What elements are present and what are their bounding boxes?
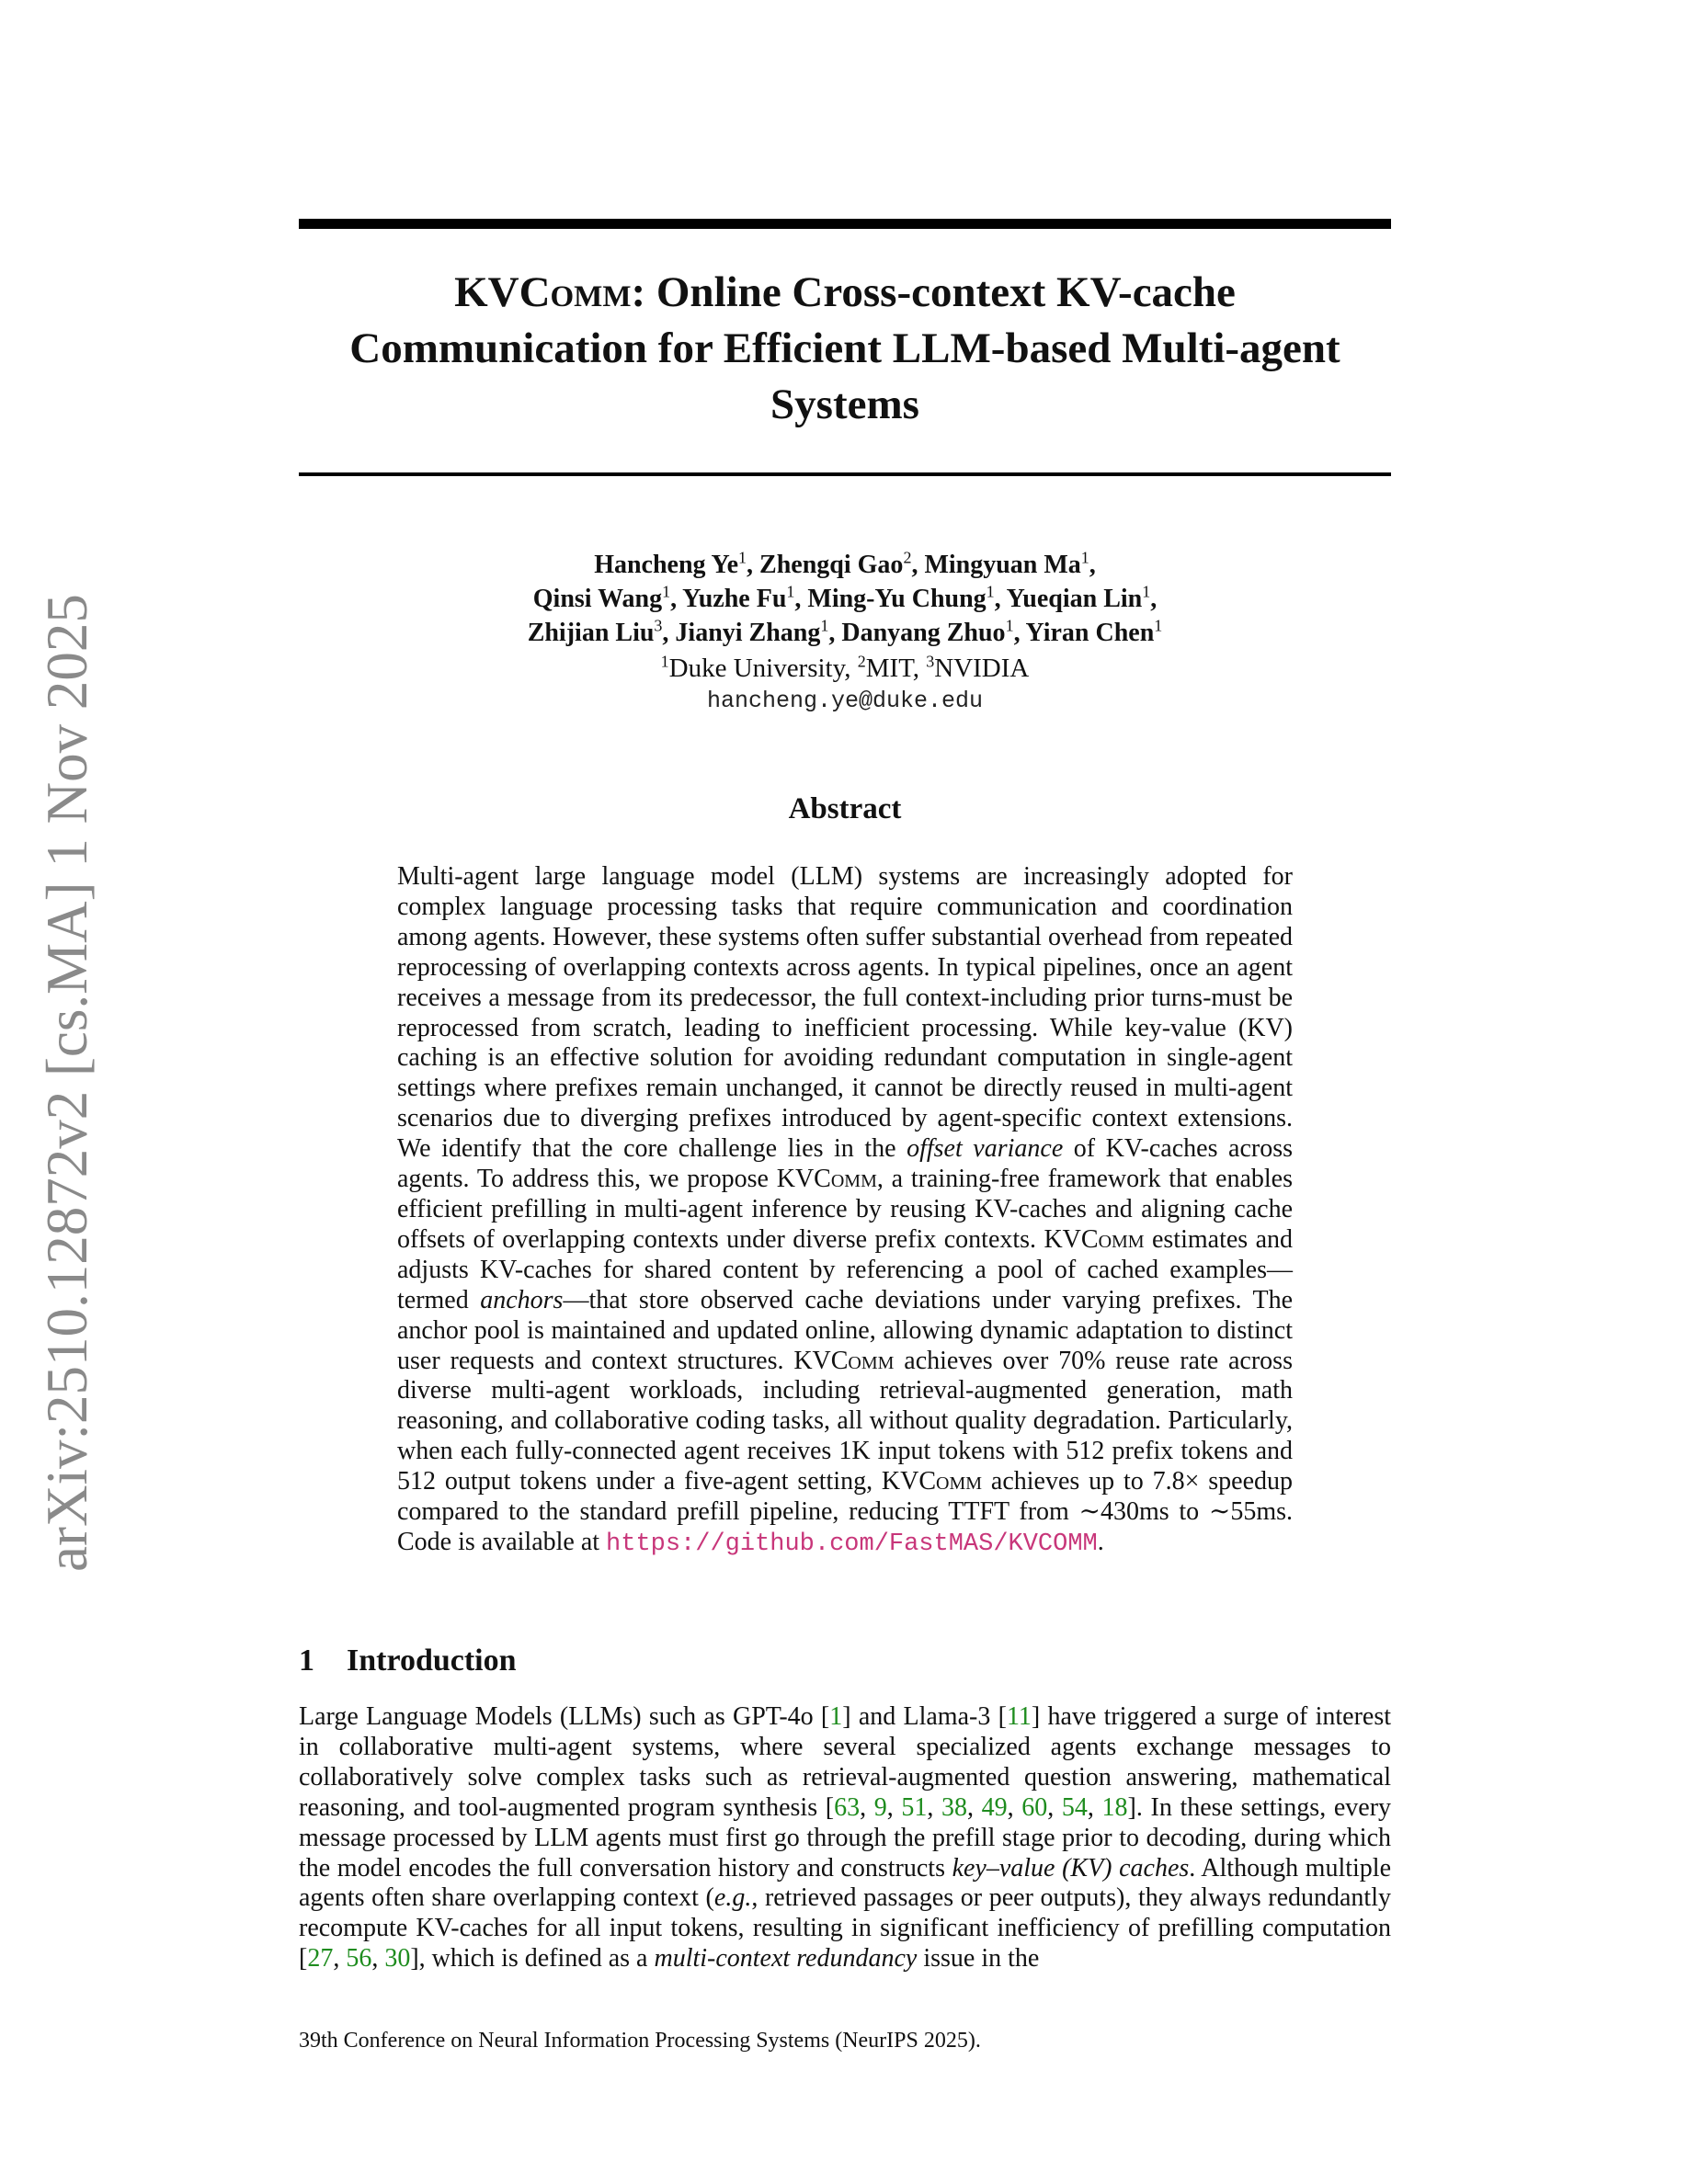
author-line-2: Qinsi Wang$^1$, Yuzhe Fu$^1$, Ming-Yu Chung$^1$, Yueqian Lin$^1$, (532, 582, 1158, 613)
paper-title (299, 265, 1391, 433)
author-name: Zhijian Liu (527, 619, 655, 647)
affiliation-name: Duke University (668, 654, 845, 683)
title-line-2: Communication for Efficient LLM-based Multi-agent (349, 324, 1340, 372)
intro-text: ] have triggered a surge of interest in collaborative multi-agent systems, where several specialized agents exchange messages to collaboratively solve complex tasks such as retrieval-augmented question answering, mathematical reasoning, and tool-augmented program synthesis [ (299, 1702, 1391, 1822)
title-line-3: Systems (770, 381, 919, 428)
citation-link[interactable]: 49 (981, 1792, 1008, 1822)
author-affiliation-mark: 1 (986, 582, 995, 601)
affiliation-mark: 3 (926, 652, 935, 671)
abstract-text: —that store observed cache deviations under varying prefixes. The anchor pool is maintained and updated online, allowing dynamic adaptation to distinct user requests and context structures. (397, 1285, 1293, 1375)
system-name: KVComm (1044, 1224, 1145, 1254)
citation-group (307, 1944, 410, 1973)
author-block (299, 548, 1391, 717)
arxiv-identifier: arXiv:2510.12872v2 [cs.MA] 1 Nov 2025 (35, 594, 99, 1572)
affiliation-name: MIT (865, 654, 913, 683)
abstract-text: achieves up to 7.8× speedup compared to the standard prefill pipeline, reducing TTFT from ∼430ms to ∼55ms. Code is available at (397, 1467, 1293, 1556)
citation-link[interactable]: 9 (873, 1792, 887, 1822)
section-number: 1 (299, 1644, 314, 1678)
author-affiliation-mark: 1 (1080, 548, 1089, 567)
citation-separator: , (371, 1944, 385, 1974)
citation-separator: , (886, 1792, 902, 1822)
author-name: Yueqian Lin (1006, 585, 1143, 613)
intro-emphasis: e.g. (713, 1883, 752, 1913)
citation-link[interactable]: 11 (1006, 1702, 1032, 1731)
system-name: KVComm (776, 1165, 877, 1194)
abstract-emphasis: offset variance (907, 1134, 1064, 1164)
abstract-text: estimates and adjusts KV-caches for shared content by referencing a pool of cached examples—termed (397, 1224, 1294, 1314)
system-name: KVComm (454, 268, 632, 316)
abstract-text: , a training-free framework that enables efficient prefilling in multi-agent inference by reusing KV-caches and aligning cache offsets of overlapping contexts under diverse prefix contexts. (397, 1165, 1293, 1254)
citation-link[interactable]: 1 (829, 1702, 843, 1731)
author-name: Danyang Zhuo (841, 619, 1006, 647)
title-line-1: : Online Cross-context KV-cache (631, 268, 1236, 316)
intro-text: ]. In these settings, every message processed by LLM agents must first go through the prefill stage prior to decoding, during which the model encodes the full conversation history and constructs (299, 1792, 1392, 1883)
author-name: Yuzhe Fu (682, 585, 787, 613)
citation-link[interactable]: 27 (307, 1944, 334, 1974)
citation-separator: , (1007, 1792, 1022, 1822)
abstract-text: achieves over 70% reuse rate across diverse multi-agent workloads, including retrieval-augmented generation, math reasoning, and collaborative coding tasks, all without quality degradation. Particularly, when each fully-connected agent receives 1K input tokens with 512 prefix tokens and 512 output tokens under a five-agent setting, (397, 1346, 1293, 1496)
author-name: Hancheng Ye (594, 551, 739, 579)
citation-link[interactable]: 63 (834, 1792, 861, 1822)
author-line-3: Zhijian Liu$^3$, Jianyi Zhang$^1$, Danyang Zhuo$^1$, Yiran Chen$^1$ (527, 616, 1163, 647)
introduction-paragraph (299, 1702, 1391, 1974)
author-line-1: Hancheng Ye$^1$, Zhengqi Gao$^2$, Mingyuan Ma$^1$, (594, 548, 1096, 579)
abstract-text: Multi-agent large language model (LLM) systems are increasingly adopted for complex language processing tasks that require communication and coordination among agents. However, these systems often suffer substantial overhead from repeated reprocessing of overlapping contexts across agents. In typical pipelines, once an agent receives a message from its predecessor, the full context-including prior turns-must be reprocessed from scratch, leading to inefficient processing. While key-value (KV) caching is an effective solution for avoiding redundant computation in single-agent settings where prefixes remain unchanged, it cannot be directly reused in multi-agent scenarios due to diverging prefixes introduced by agent-specific context extensions. We identify that the core challenge lies in the (397, 862, 1293, 1164)
intro-emphasis: key–value (KV) caches (952, 1853, 1190, 1883)
author-affiliation-mark: 3 (654, 616, 663, 635)
conference-footnote: 39th Conference on Neural Information Processing Systems (NeurIPS 2025). (299, 2029, 981, 2053)
system-name: KVComm (793, 1346, 895, 1375)
citation-group (834, 1793, 1127, 1822)
abstract-heading: Abstract (788, 792, 902, 825)
intro-text: ] and Llama-3 [ (842, 1702, 1007, 1731)
abstract-text: of KV-caches across agents. To address this, we propose (397, 1134, 1293, 1194)
affiliation-mark: 2 (857, 652, 866, 671)
intro-text: ], which is defined as a (410, 1944, 655, 1974)
citation-separator: , (1087, 1792, 1102, 1822)
title-top-rule (299, 219, 1391, 229)
author-name: Mingyuan Ma (924, 551, 1081, 579)
intro-text: issue in the (917, 1944, 1040, 1974)
author-affiliation-mark: 1 (662, 582, 671, 601)
affiliation-line: $^1$Duke University, $^2$MIT, $^3$NVIDIA (660, 652, 1030, 683)
contact-email[interactable]: hancheng.ye@duke.edu (706, 688, 984, 714)
section-title: Introduction (347, 1644, 517, 1678)
author-affiliation-mark: 1 (786, 582, 795, 601)
intro-text: . Although multiple agents often share overlapping context ( (299, 1853, 1391, 1913)
citation-link[interactable]: 60 (1021, 1792, 1048, 1822)
citation-link[interactable]: 38 (941, 1792, 967, 1822)
author-name: Zhengqi Gao (759, 551, 904, 579)
intro-text: Large Language Models (LLMs) such as GPT-4o [ (299, 1702, 830, 1731)
intro-text: , retrieved passages or peer outputs), they always redundantly recompute KV-caches for all input tokens, resulting in significant inefficiency of prefilling computation [ (299, 1883, 1391, 1974)
citation-separator: , (1047, 1792, 1062, 1822)
author-name: Qinsi Wang (532, 585, 663, 613)
citation-link[interactable]: 56 (346, 1944, 372, 1974)
intro-emphasis: multi-context redundancy (654, 1944, 918, 1974)
author-affiliation-mark: 1 (1154, 616, 1163, 635)
citation-link[interactable]: 51 (901, 1792, 928, 1822)
system-name: KVComm (881, 1467, 983, 1496)
citation-separator: , (927, 1792, 941, 1822)
code-repository-link[interactable]: https://github.com/FastMAS/KVCOMM (606, 1530, 1098, 1558)
abstract-emphasis: anchors (480, 1285, 564, 1314)
citation-separator: , (333, 1944, 347, 1974)
citation-separator: , (966, 1792, 982, 1822)
section-heading-introduction (299, 1643, 517, 1679)
author-name: Yiran Chen (1025, 619, 1155, 647)
affiliation-mark: 1 (660, 652, 669, 671)
citation-link[interactable]: 18 (1101, 1792, 1128, 1822)
citation-separator: , (860, 1792, 874, 1822)
citation-link[interactable]: 30 (384, 1944, 411, 1974)
author-affiliation-mark: 1 (738, 548, 747, 567)
abstract-text: . (1097, 1527, 1104, 1556)
author-name: Jianyi Zhang (675, 619, 821, 647)
abstract-paragraph (397, 862, 1293, 1560)
author-name: Ming-Yu Chung (807, 585, 987, 613)
citation-link[interactable]: 54 (1061, 1792, 1088, 1822)
affiliation-name: NVIDIA (934, 654, 1030, 683)
author-affiliation-mark: 1 (820, 616, 829, 635)
title-bottom-rule (299, 472, 1391, 476)
author-affiliation-mark: 2 (903, 548, 912, 567)
author-affiliation-mark: 1 (1142, 582, 1151, 601)
author-affiliation-mark: 1 (1005, 616, 1014, 635)
